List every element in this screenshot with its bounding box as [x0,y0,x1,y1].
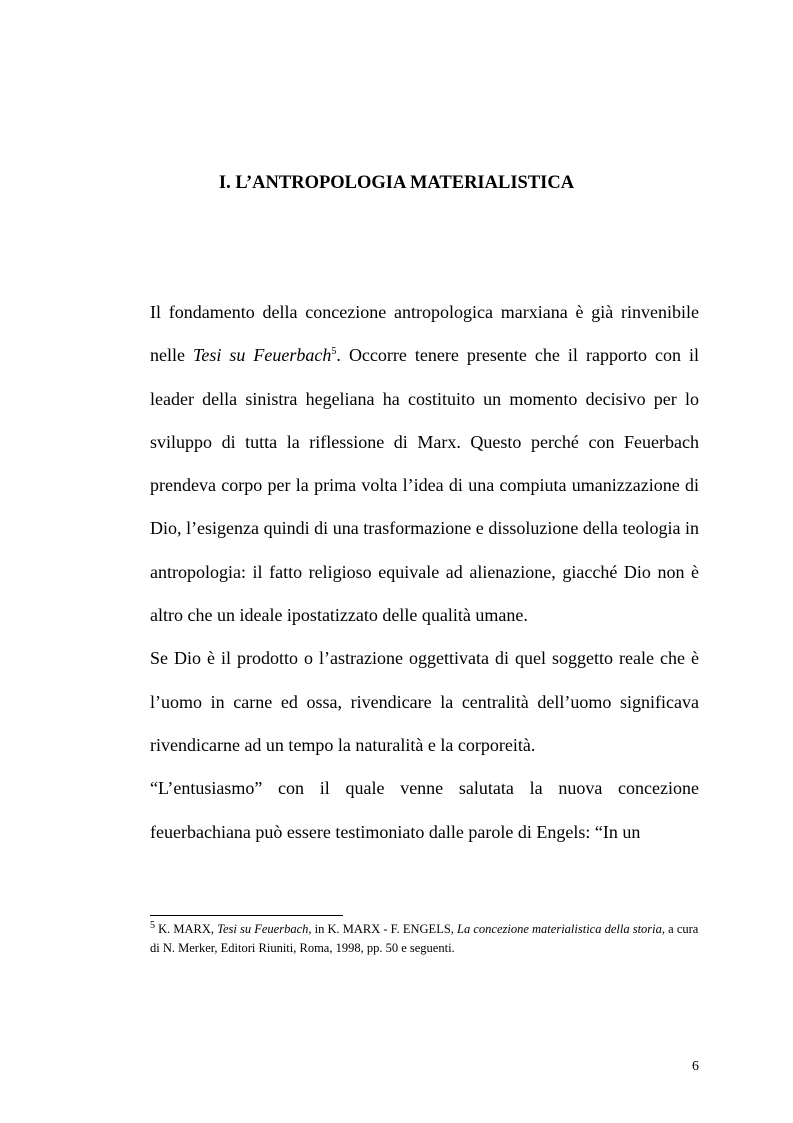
paragraph-1 [150,291,699,637]
page-number: 6 [692,1059,699,1074]
footnote-text-2: , in K. MARX - F. ENGELS, [308,922,458,936]
paragraph-2: Se Dio è il prodotto o l’astrazione oggettivata di quel soggetto reale che è l’uomo in carne ed ossa, rivendicare la centralità dell’uomo significava rivendicarne ad un tempo la naturalità e la corporeità. [150,648,699,755]
footnote-text-3: , a cura di N. Merker, Editori Riuniti, Roma, 1998, pp. 50 e seguenti. [150,922,699,955]
footnote [150,920,699,958]
chapter-title: I. L’ANTROPOLOGIA MATERIALISTICA [218,173,575,193]
paragraph-3: “L’entusiasmo” con il quale venne salutata la nuova concezione feuerbachiana può essere testimoniato dalle parole di Engels: “In un [150,778,699,842]
footnote-marker[interactable]: 5 [331,346,337,358]
paragraph-1-text-end: . Occorre tenere presente che il rapporto con il leader della sinistra hegeliana ha costituito un momento decisivo per lo sviluppo di tutta la riflessione di Marx. Questo perché con Feuerbach prendeva corpo per la prima volta l’idea di una compiuta umanizzazione di Dio, l’esigenza quindi di una trasformazione e dissoluzione della teologia in antropologia: il fatto religioso equivale ad alienazione, giacché Dio non è altro che un ideale ipostatizzato delle qualità umane. [150,345,699,626]
footnote-divider [150,915,343,916]
book-title-tesi: Tesi su Feuerbach [193,345,332,366]
paragraph-1-text-start: Il fondamento della concezione antropologica marxiana è già rinvenibile nelle [150,302,699,366]
footnote-italic-concezione: La concezione materialistica della storia [457,922,662,936]
body-text [150,291,699,854]
footnote-number: 5 [150,919,155,931]
footnote-text-1: K. MARX, [155,922,218,936]
footnote-italic-tesi: Tesi su Feuerbach [217,922,309,936]
